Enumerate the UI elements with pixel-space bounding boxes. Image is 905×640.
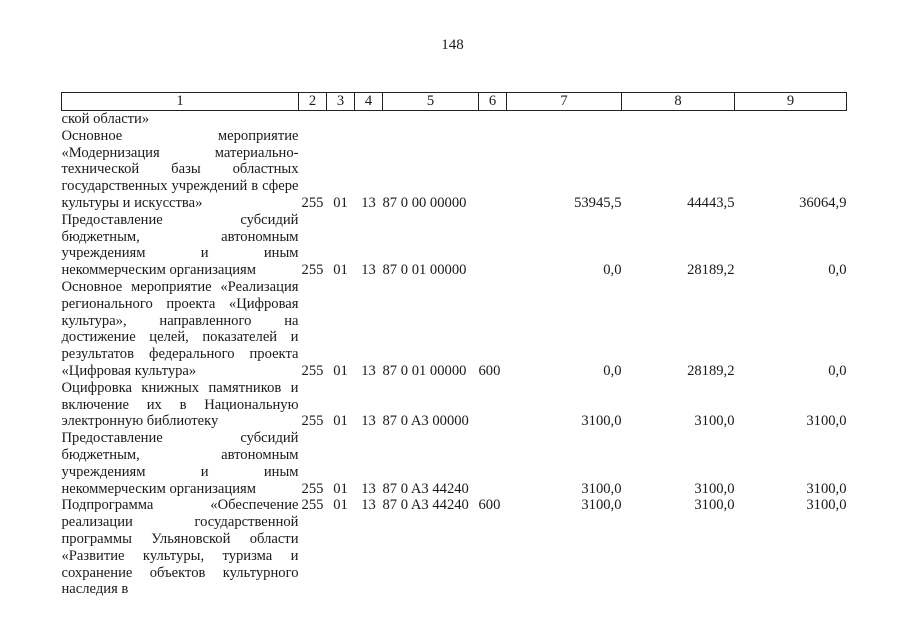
row-name: Предоставление субсидий бюджетным, автономным учреждениям и иным некоммерческим организациям bbox=[61, 430, 299, 497]
row-target-code: 87 0 A3 44240 bbox=[382, 480, 469, 497]
row-section: 01 bbox=[333, 262, 348, 279]
header-col-4: 4 bbox=[355, 93, 383, 111]
header-col-5: 5 bbox=[383, 93, 479, 111]
table-row bbox=[62, 128, 847, 212]
row-value-7: 0,0 bbox=[603, 262, 622, 279]
table-row bbox=[62, 111, 847, 128]
row-value-7: 3100,0 bbox=[581, 480, 622, 497]
row-subsection: 13 bbox=[361, 262, 376, 279]
row-target-code: 87 0 01 00000 bbox=[382, 362, 467, 379]
table-row bbox=[62, 430, 847, 497]
row-value-9: 3100,0 bbox=[806, 413, 847, 430]
row-subsection: 13 bbox=[361, 413, 376, 430]
row-section: 01 bbox=[333, 362, 348, 379]
row-expense-type bbox=[479, 380, 507, 430]
row-value-8: 28189,2 bbox=[687, 362, 735, 379]
row-admin-code: 255 bbox=[301, 497, 324, 514]
row-expense-type bbox=[479, 111, 507, 128]
row-section: 01 bbox=[333, 497, 348, 514]
page-number: 148 bbox=[441, 37, 464, 53]
row-target-code: 87 0 A3 00000 bbox=[382, 413, 469, 430]
row-expense-type bbox=[479, 212, 507, 279]
row-value-7: 3100,0 bbox=[581, 497, 622, 514]
row-value-7: 3100,0 bbox=[581, 413, 622, 430]
row-value-9 bbox=[735, 111, 847, 128]
row-value-8: 3100,0 bbox=[694, 413, 735, 430]
row-subsection: 13 bbox=[361, 497, 376, 514]
row-section: 01 bbox=[333, 480, 348, 497]
row-value-9: 36064,9 bbox=[799, 194, 847, 211]
row-target-code: 87 0 01 00000 bbox=[382, 262, 467, 279]
row-section: 01 bbox=[333, 413, 348, 430]
row-admin-code: 255 bbox=[301, 194, 324, 211]
header-col-7: 7 bbox=[507, 93, 622, 111]
row-target-code: 87 0 00 00000 bbox=[382, 194, 467, 211]
row-name: Основное мероприятие «Реализация регионального проекта «Цифровая культура», направленного на достижение целей, показателей и результатов федерального проекта «Цифровая культура» bbox=[61, 278, 299, 379]
row-value-8: 28189,2 bbox=[687, 262, 735, 279]
row-expense-type bbox=[479, 128, 507, 212]
row-admin-code: 255 bbox=[301, 362, 324, 379]
row-section: 01 bbox=[333, 194, 348, 211]
row-admin-code bbox=[299, 111, 327, 128]
header-col-6: 6 bbox=[479, 93, 507, 111]
row-subsection: 13 bbox=[361, 362, 376, 379]
header-col-1: 1 bbox=[62, 93, 299, 111]
row-name: Основное мероприятие «Модернизация материально-технической базы областных государственных учреждений в сфере культуры и искусства» bbox=[61, 127, 299, 211]
row-admin-code: 255 bbox=[301, 262, 324, 279]
row-name: Оцифровка книжных памятников и включение их в Национальную электронную библиотеку bbox=[61, 379, 299, 430]
row-value-7: 53945,5 bbox=[574, 194, 622, 211]
table-row bbox=[62, 497, 847, 598]
row-admin-code: 255 bbox=[301, 413, 324, 430]
row-expense-type: 600 bbox=[478, 497, 501, 514]
row-value-7: 0,0 bbox=[603, 362, 622, 379]
header-col-8: 8 bbox=[622, 93, 735, 111]
row-value-9: 3100,0 bbox=[806, 497, 847, 514]
row-value-8: 44443,5 bbox=[687, 194, 735, 211]
row-subsection bbox=[355, 111, 383, 128]
row-name: Предоставление субсидий бюджетным, автономным учреждениям и иным некоммерческим организациям bbox=[61, 211, 299, 279]
row-value-9: 0,0 bbox=[828, 262, 847, 279]
row-value-8 bbox=[622, 111, 735, 128]
row-section bbox=[327, 111, 355, 128]
row-admin-code: 255 bbox=[301, 480, 324, 497]
row-value-8: 3100,0 bbox=[694, 480, 735, 497]
row-value-7 bbox=[507, 111, 622, 128]
row-name: ской области» bbox=[61, 111, 150, 127]
table-row bbox=[62, 380, 847, 430]
row-name: Подпрограмма «Обеспечение реализации государственной программы Ульяновской области «Развитие культуры, туризма и сохранение объектов культурного наследия в bbox=[61, 497, 299, 598]
header-col-9: 9 bbox=[735, 93, 847, 111]
row-expense-type: 600 bbox=[478, 362, 501, 379]
row-target-code bbox=[383, 111, 479, 128]
table-row bbox=[62, 212, 847, 279]
header-col-3: 3 bbox=[327, 93, 355, 111]
row-value-9: 3100,0 bbox=[806, 480, 847, 497]
header-col-2: 2 bbox=[299, 93, 327, 111]
header-row bbox=[62, 93, 847, 111]
row-value-8: 3100,0 bbox=[694, 497, 735, 514]
row-value-9: 0,0 bbox=[828, 362, 847, 379]
table-row bbox=[62, 279, 847, 380]
budget-table bbox=[61, 92, 847, 598]
row-subsection: 13 bbox=[361, 480, 376, 497]
row-target-code: 87 0 A3 44240 bbox=[382, 497, 469, 514]
row-expense-type bbox=[479, 430, 507, 497]
row-subsection: 13 bbox=[361, 194, 376, 211]
